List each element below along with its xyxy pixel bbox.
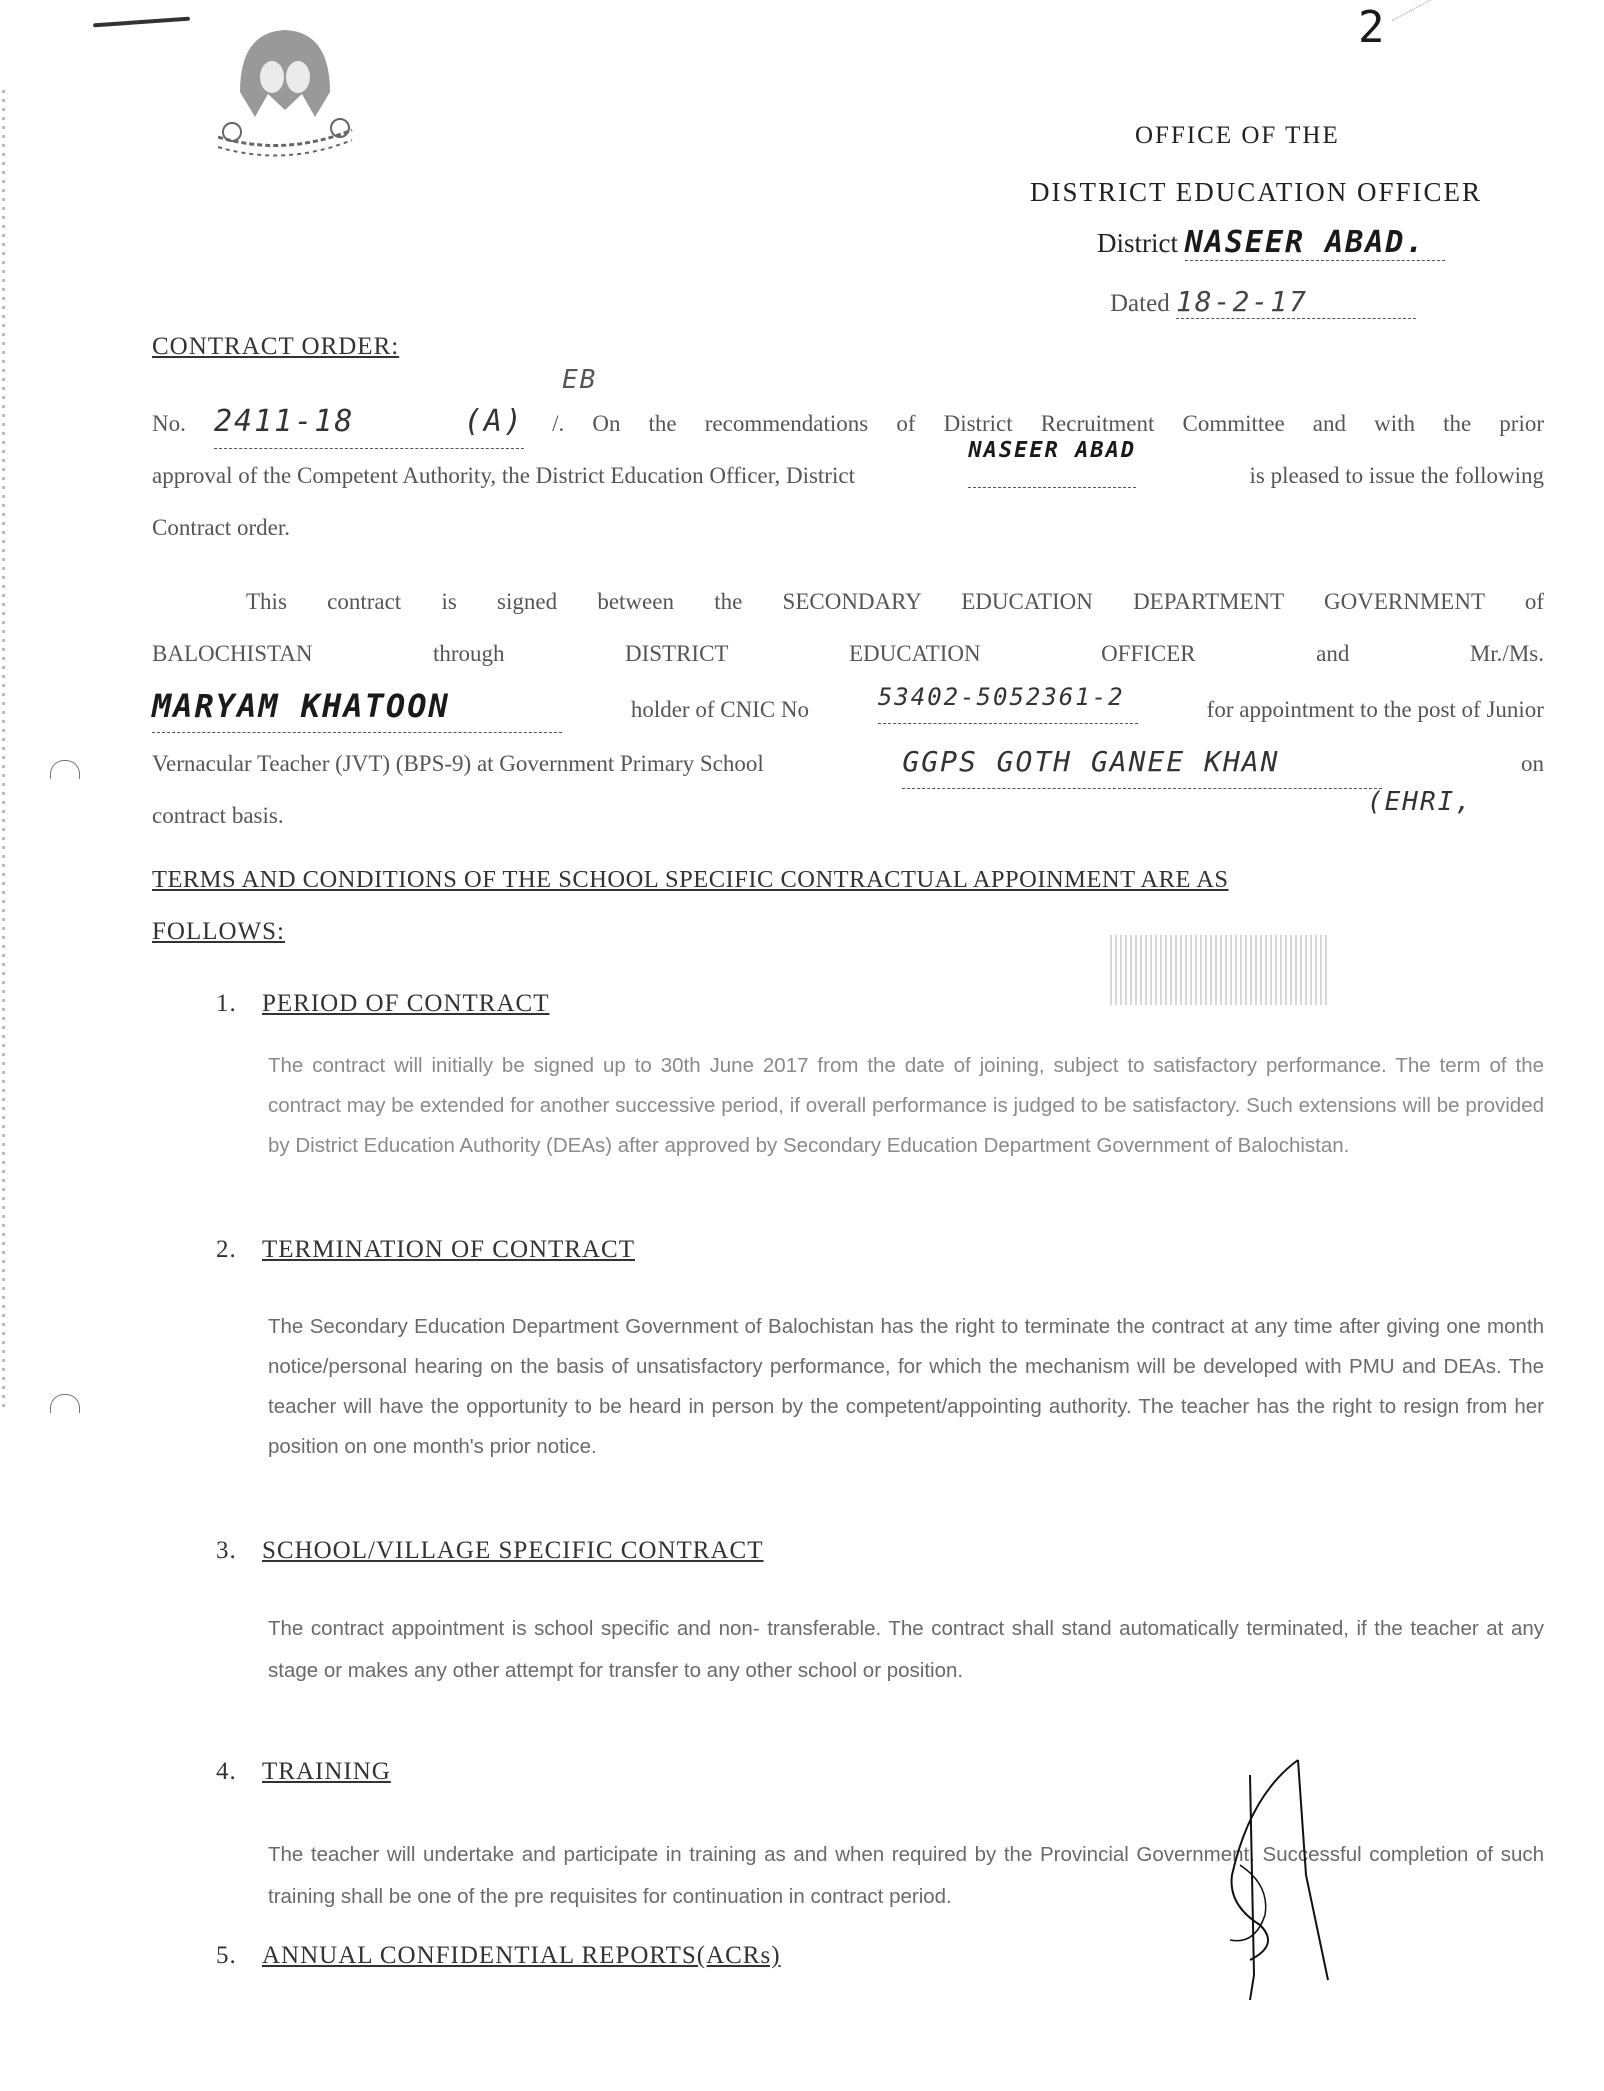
terms-title-line-2: FOLLOWS: <box>152 918 285 945</box>
contract-line-4: Vernacular Teacher (JVT) (BPS-9) at Government Primary School GGPS GOTH GANEE KHAN on <box>152 736 1544 790</box>
contract-order-title: CONTRACT ORDER: <box>152 333 400 360</box>
order-district-value: NASEER ABAD <box>968 436 1136 488</box>
office-line-2: DISTRICT EDUCATION OFFICER <box>1030 177 1483 207</box>
contract-line-5: contract basis. <box>152 803 284 828</box>
section-5-heading: 5. ANNUAL CONFIDENTIAL REPORTS(ACRs) <box>216 1942 781 1969</box>
dated-label: Dated <box>1110 290 1170 317</box>
page-number-mark: 2 <box>1358 2 1387 53</box>
district-row <box>1097 225 1445 261</box>
order-text-4: Contract order. <box>152 515 290 540</box>
cnic-value: 53402-5052361-2 <box>878 671 1138 724</box>
punch-hole-mark <box>50 760 80 779</box>
page-mark-dotted-line <box>1392 0 1463 21</box>
pen-stroke-mark <box>93 17 190 28</box>
faded-stamp-mark <box>1110 935 1330 1005</box>
section-1-body: The contract will initially be signed up to 30th June 2017 from the date of joining, subject to satisfactory performance. The term of the contract may be extended for another successive period, if overall performance is judged to be satisfactory. Such extensions will be provided by District Education Authority (DEAs) after approved by Secondary Education Department Government of Balochistan. <box>268 1054 1544 1157</box>
section-3-body: The contract appointment is school specific and non- transferable. The contract shall stand automatically terminated, if the teacher at any stage or makes any other attempt for transfer to any other school or position. <box>268 1617 1544 1682</box>
school-name-value: GGPS GOTH GANEE KHAN <box>902 736 1382 789</box>
order-text-2: approval of the Competent Authority, the District Education Officer, District <box>152 463 855 488</box>
terms-title-line-1: TERMS AND CONDITIONS OF THE SCHOOL SPECIFIC CONTRACTUAL APPOINMENT ARE AS <box>152 866 1229 893</box>
contract-line-2: BALOCHISTAN through DISTRICT EDUCATION OFFICER and Mr./Ms. <box>152 641 1544 666</box>
margin-scan-edge <box>2 90 5 1410</box>
district-value: NASEER ABAD. <box>1185 225 1445 261</box>
contract-line-3 <box>152 680 1544 736</box>
contract-paragraph <box>152 576 1544 842</box>
order-no-value: 2411-18 (A) <box>214 396 524 449</box>
contract-line-1: This contract is signed between the SECONDARY EDUCATION DEPARTMENT GOVERNMENT of <box>246 589 1544 614</box>
contract-line-3-tail: for appointment to the post of Junior <box>1206 697 1544 722</box>
section-1-heading: 1. PERIOD OF CONTRACT <box>216 990 550 1017</box>
order-text-3: is pleased to issue the following <box>1249 463 1544 488</box>
section-4-body: The teacher will undertake and participate in training as and when required by the Provincial Government. Successful completion of such training shall be one of the pre requisites for continuation in contract period. <box>268 1843 1544 1908</box>
section-2-heading: 2. TERMINATION OF CONTRACT <box>216 1236 635 1263</box>
cnic-label: holder of CNIC No <box>630 697 810 722</box>
school-name-value-2: (EHRI, <box>1367 787 1473 817</box>
punch-hole-mark <box>50 1394 80 1413</box>
order-no-label: No. <box>152 411 186 436</box>
section-2-body: The Secondary Education Department Government of Balochistan has the right to terminate the contract at any time after giving one month notice/personal hearing on the basis of unsatisfactory performance, for which the mechanism will be developed with PMU and DEAs. The teacher will have the opportunity to be heard in person by the competent/appointing authority. The teacher has the right to resign from her position on one month's prior notice. <box>268 1315 1544 1458</box>
district-label: District <box>1097 228 1178 258</box>
office-line-1: OFFICE OF THE <box>1135 122 1340 149</box>
order-paragraph <box>152 396 1544 554</box>
government-emblem-icon <box>210 22 360 157</box>
dated-row <box>1110 285 1416 319</box>
dated-value: 18-2-17 <box>1176 285 1416 319</box>
teacher-name-value: MARYAM KHATOON <box>152 680 562 733</box>
order-text-1: /. On the recommendations of District Recruitment Committee and with the prior <box>552 411 1545 436</box>
section-3-heading: 3. SCHOOL/VILLAGE SPECIFIC CONTRACT <box>216 1537 764 1564</box>
signature-mark <box>1210 1755 1370 2000</box>
section-4-heading: 4. TRAINING <box>216 1758 391 1785</box>
order-annotation: EB <box>562 365 598 395</box>
